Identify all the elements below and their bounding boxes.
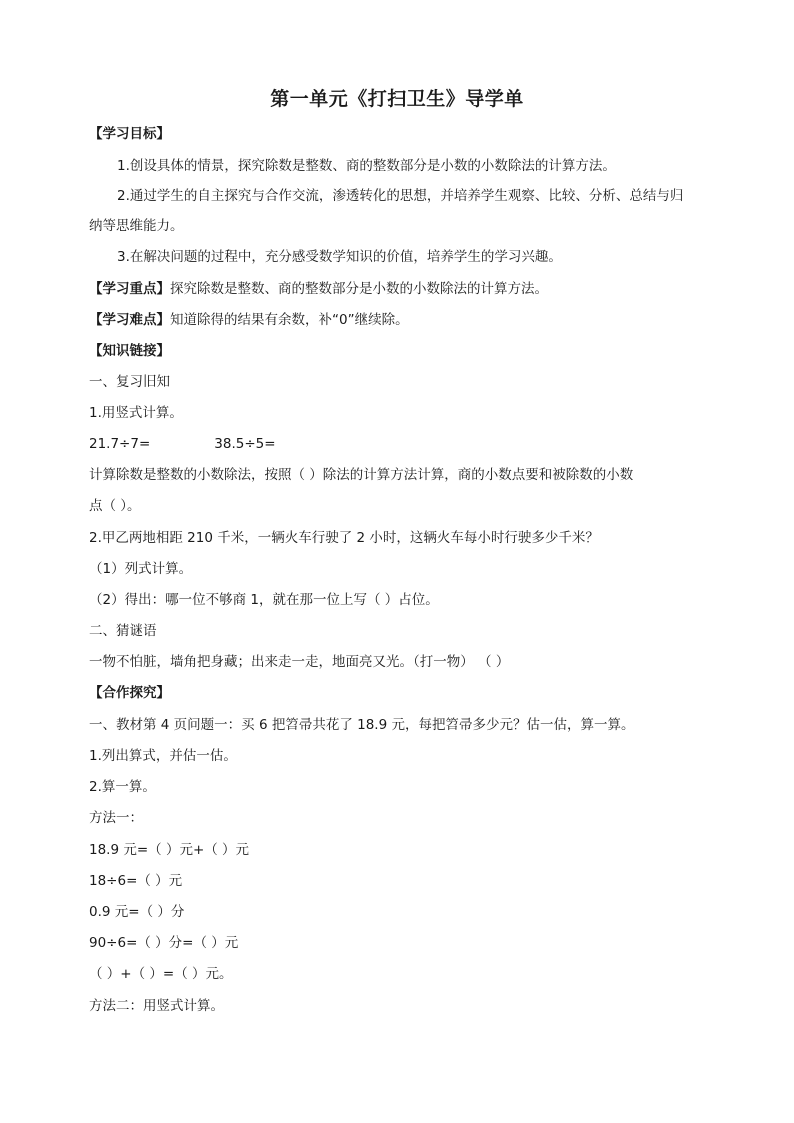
- explore-step-2: 2.算一算。: [89, 779, 156, 795]
- question-2-part-2: （2）得出：哪一位不够商 1，就在那一位上写（ ）占位。: [89, 592, 439, 608]
- difficulty-text: 知道除得的结果有余数，补“0”继续除。: [170, 312, 409, 328]
- question-2: 2.甲乙两地相距 210 千米，一辆火车行驶了 2 小时，这辆火车每小时行驶多少千米？: [89, 530, 599, 546]
- key-point-label: 【学习重点】: [89, 281, 170, 297]
- knowledge-heading: 【知识链接】: [89, 343, 170, 359]
- expression-a: 21.7÷7=: [89, 436, 151, 452]
- equation-4: 90÷6=（ ）分=（ ）元: [89, 935, 239, 951]
- page-title: 第一单元《打扫卫生》导学单: [270, 88, 524, 110]
- objective-2: 2.通过学生的自主探究与合作交流，渗透转化的思想，并培养学生观察、比较、分析、总结与归: [117, 188, 684, 204]
- question-2-part-1: （1）列式计算。: [89, 561, 193, 577]
- equation-3: 0.9 元=（ ）分: [89, 904, 185, 920]
- equation-2: 18÷6=（ ）元: [89, 873, 183, 889]
- difficulty-label: 【学习难点】: [89, 312, 170, 328]
- method-1-heading: 方法一：: [89, 810, 143, 826]
- objective-2-cont: 纳等思维能力。: [89, 218, 184, 234]
- riddle-heading: 二、猜谜语: [89, 623, 157, 639]
- explore-heading: 【合作探究】: [89, 685, 170, 701]
- explore-step-1: 1.列出算式，并估一估。: [89, 748, 237, 764]
- key-point: [89, 279, 548, 299]
- objective-1: 1.创设具体的情景，探究除数是整数、商的整数部分是小数的小数除法的计算方法。: [117, 158, 616, 174]
- riddle-text: 一物不怕脏，墙角把身藏；出来走一走，地面亮又光。（打一物） （ ）: [89, 654, 510, 670]
- review-heading: 一、复习旧知: [89, 374, 170, 390]
- expressions-row: [89, 434, 276, 454]
- equation-1: 18.9 元=（ ）元+（ ）元: [89, 842, 250, 858]
- difficulty: [89, 310, 409, 330]
- equation-5: （ ）+（ ）=（ ）元。: [89, 966, 233, 982]
- key-point-text: 探究除数是整数、商的整数部分是小数的小数除法的计算方法。: [170, 281, 548, 297]
- rule-line-1: 计算除数是整数的小数除法，按照（ ）除法的计算方法计算，商的小数点要和被除数的小数: [89, 467, 634, 483]
- question-1: 1.用竖式计算。: [89, 405, 183, 421]
- rule-line-2: 点（ ）。: [89, 498, 141, 514]
- expression-b: 38.5÷5=: [214, 436, 276, 452]
- objectives-heading: 【学习目标】: [89, 126, 170, 142]
- explore-problem-1: 一、教材第 4 页问题一：买 6 把笤帚共花了 18.9 元，每把笤帚多少元？估一估，算一算。: [89, 717, 635, 733]
- objective-3: 3.在解决问题的过程中，充分感受数学知识的价值，培养学生的学习兴趣。: [117, 249, 562, 265]
- method-2-heading: 方法二：用竖式计算。: [89, 998, 224, 1014]
